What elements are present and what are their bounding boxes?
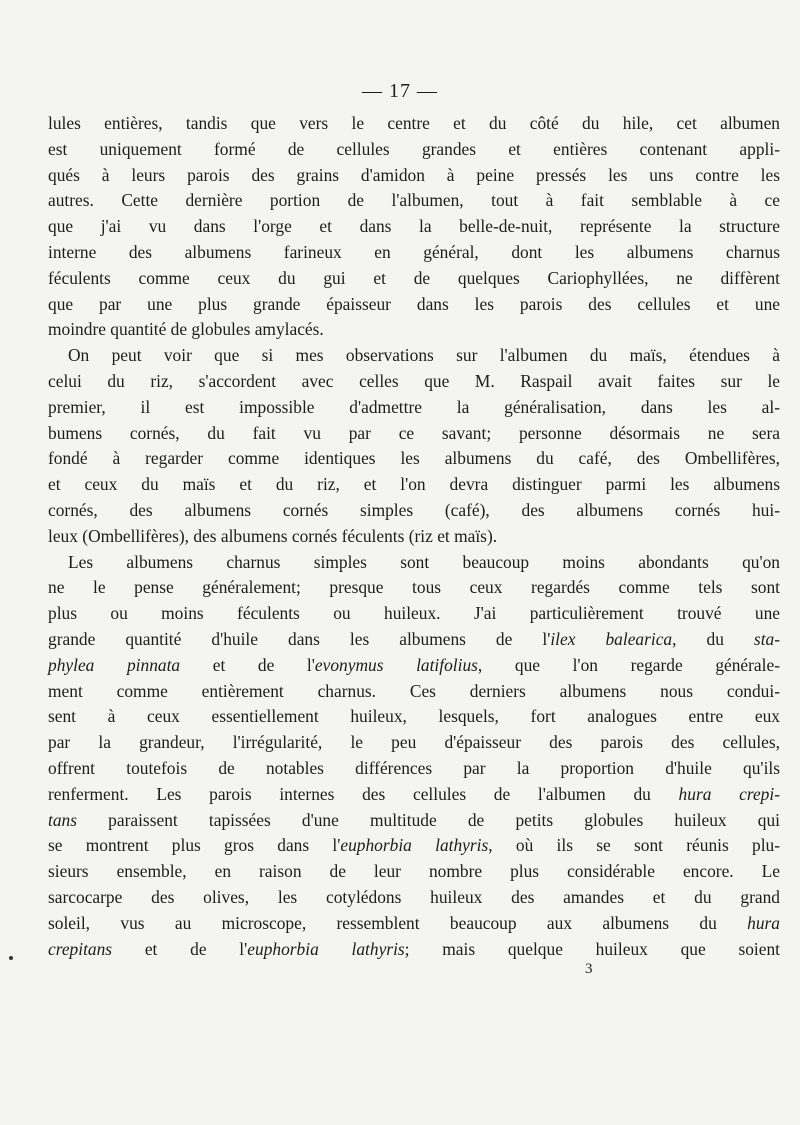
italic-term: hura [747, 912, 780, 933]
italic-term: ilex balearica [550, 628, 673, 649]
text-segment: par la grandeur, l'irrégularité, le peu d'épaisseur des parois des cellules, [48, 732, 780, 753]
text-segment: sieurs ensemble, en raison de leur nombre plus considérable encore. Le [48, 861, 780, 882]
text-line [48, 266, 780, 292]
text-line [48, 653, 780, 679]
italic-term: euphorbia lathyris [247, 938, 405, 959]
text-segment: ; mais quelque huileux que soient [404, 938, 780, 959]
text-segment: Les albumens charnus simples sont beaucoup moins abondants qu'on [68, 551, 780, 572]
text-segment: , du [672, 628, 754, 649]
text-line [48, 292, 780, 318]
text-segment: fondé à regarder comme identiques les albumens du café, des Ombellifères, [48, 448, 780, 469]
text-line [48, 885, 780, 911]
signature-mark: 3 [585, 961, 593, 977]
text-line [48, 240, 780, 266]
text-segment: qués à leurs parois des grains d'amidon à peine pressés les uns contre les [48, 164, 780, 185]
text-segment: grande quantité d'huile dans les albumens de l' [48, 628, 551, 649]
text-line [48, 911, 780, 937]
text-segment: plus ou moins féculents ou huileux. J'ai particulièrement trouvé une [48, 603, 780, 624]
text-segment: ne le pense généralement; presque tous ceux regardés comme tels sont [48, 577, 780, 598]
text-line [48, 833, 780, 859]
text-segment: soleil, vus au microscope, ressemblent beaucoup aux albumens du [48, 912, 748, 933]
text-segment: leux (Ombellifères), des albumens cornés féculents (riz et maïs). [48, 525, 498, 546]
text-segment: et de l' [180, 654, 315, 675]
italic-term: crepitans [48, 938, 113, 959]
text-segment: se montrent plus gros dans l' [48, 835, 341, 856]
text-segment: paraissent tapissées d'une multitude de petits globules huileux qui [77, 809, 780, 830]
text-line [48, 627, 780, 653]
text-line [48, 395, 780, 421]
text-line [48, 163, 780, 189]
text-line [48, 782, 780, 808]
text-segment: est uniquement formé de cellules grandes et entières contenant appli- [48, 138, 780, 159]
body-text [48, 111, 780, 962]
text-segment: sent à ceux essentiellement huileux, lesquels, fort analogues entre eux [48, 706, 780, 727]
text-line [48, 421, 780, 447]
page-number: — 17 — [362, 80, 438, 102]
italic-term: tans [48, 809, 77, 830]
text-line [48, 730, 780, 756]
margin-dot [9, 956, 13, 960]
text-line [48, 472, 780, 498]
text-line [48, 214, 780, 240]
text-line [48, 704, 780, 730]
text-segment: cornés, des albumens cornés simples (café), des albumens cornés hui- [48, 499, 780, 520]
text-line [48, 343, 780, 369]
italic-term: phylea pinnata [48, 654, 181, 675]
text-line [48, 498, 780, 524]
text-segment: , où ils se sont réunis plu- [488, 835, 781, 856]
text-line [48, 137, 780, 163]
text-line [48, 111, 780, 137]
text-line [48, 524, 780, 550]
text-segment: que par une plus grande épaisseur dans les parois des cellules et une [48, 293, 780, 314]
text-segment: sarcocarpe des olives, les cotylédons huileux des amandes et du grand [48, 886, 780, 907]
text-line [48, 446, 780, 472]
text-line [48, 679, 780, 705]
text-line [48, 550, 780, 576]
text-segment: , que l'on regarde générale- [477, 654, 780, 675]
text-segment: ment comme entièrement charnus. Ces derniers albumens nous condui- [48, 680, 780, 701]
text-segment: celui du riz, s'accordent avec celles que M. Raspail avait faites sur le [48, 370, 780, 391]
text-segment: et ceux du maïs et du riz, et l'on devra distinguer parmi les albumens [48, 474, 780, 495]
text-segment: autres. Cette dernière portion de l'albumen, tout à fait semblable à ce [48, 190, 780, 211]
text-segment: bumens cornés, du fait vu par ce savant; personne désormais ne sera [48, 422, 780, 443]
text-line [48, 601, 780, 627]
text-segment: que j'ai vu dans l'orge et dans la belle-de-nuit, représente la structure [48, 216, 780, 237]
text-line [48, 937, 780, 963]
text-line [48, 369, 780, 395]
text-segment: offrent toutefois de notables différences par la proportion d'huile qu'ils [48, 757, 780, 778]
text-segment: féculents comme ceux du gui et de quelques Cariophyllées, ne diffèrent [48, 267, 780, 288]
text-segment: interne des albumens farineux en général, dont les albumens charnus [48, 241, 780, 262]
text-segment: lules entières, tandis que vers le centre et du côté du hile, cet albumen [48, 113, 780, 133]
text-line [48, 188, 780, 214]
text-segment: renferment. Les parois internes des cellules de l'albumen du [48, 783, 679, 804]
text-line [48, 808, 780, 834]
italic-term: euphorbia lathyris [340, 835, 489, 856]
text-line [48, 575, 780, 601]
text-segment: et de l' [112, 938, 248, 959]
text-line [48, 859, 780, 885]
italic-term: hura crepi- [678, 783, 780, 804]
text-segment: moindre quantité de globules amylacés. [48, 319, 324, 340]
italic-term: sta- [753, 628, 781, 649]
text-segment: premier, il est impossible d'admettre la généralisation, dans les al- [48, 396, 780, 417]
text-line [48, 317, 780, 343]
italic-term: evonymus latifolius [314, 654, 478, 675]
text-segment: On peut voir que si mes observations sur l'albumen du maïs, étendues à [68, 345, 780, 366]
text-line [48, 756, 780, 782]
